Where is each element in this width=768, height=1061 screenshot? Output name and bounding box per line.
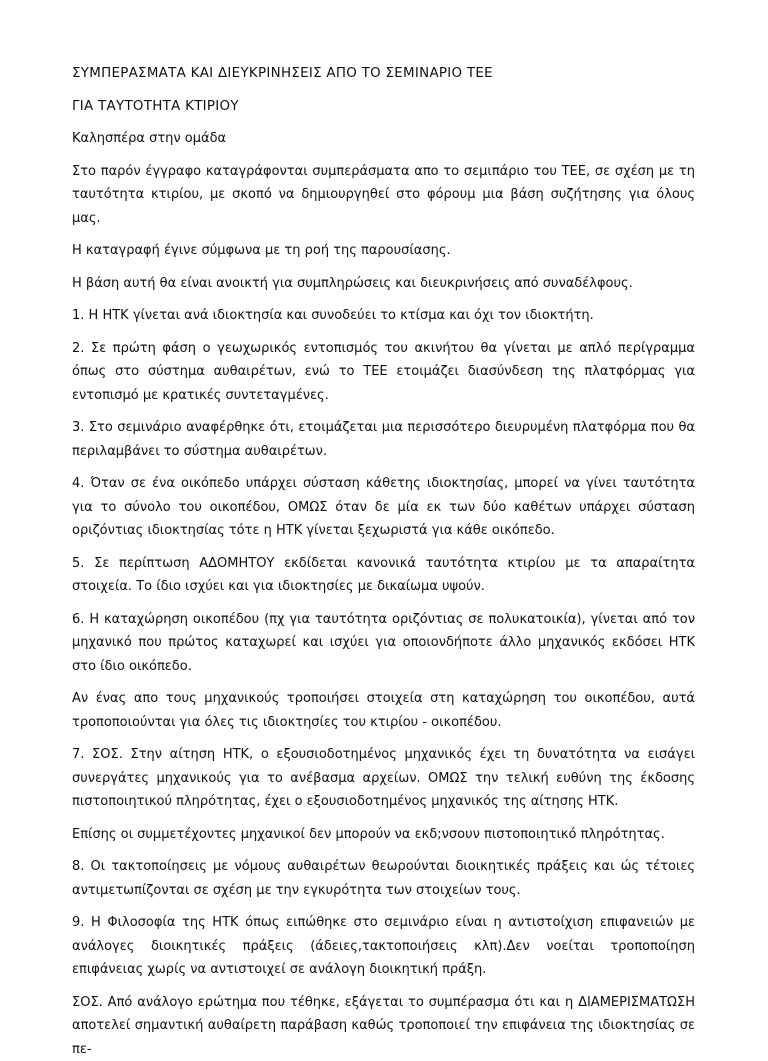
point-3-paragraph: 3. Στο σεμινάριο αναφέρθηκε ότι, ετοιμάζεται μια περισσότερο διευρυμένη πλατφόρμα που θα περιλαμβάνει το σύστημα αυθαιρέτων.: [72, 420, 695, 459]
point-5-paragraph: 5. Σε περίπτωση ΑΔΟΜΗΤΟΥ εκδίδεται κανονικά ταυτότητα κτιρίου με τα απαραίτητα στοιχεία. Το ίδιο ισχύει και για ιδιοκτησίες με δικαίωμα υψούν.: [72, 555, 695, 594]
point-7-followup-paragraph: Επίσης οι συμμετέχοντες μηχανικοί δεν μπορούν να εκδ;νσουν πιστοποιητικό πληρότητας.: [72, 826, 665, 842]
point-4-paragraph: 4. Όταν σε ένα οικόπεδο υπάρχει σύσταση κάθετης ιδιοκτησίας, μπορεί να γίνει ταυτότητα για το σύνολο του οικοπέδου, ΟΜΩΣ όταν δε μία εκ των δύο καθέτων υπάρχει σύσταση οριζόντιας ιδιοκτησίας τότε η ΗΤΚ γίνεται ξεχωριστά για κάθε οικόπεδο.: [72, 476, 695, 538]
point-8-paragraph: 8. Οι τακτοποίησεις με νόμους αυθαιρέτων θεωρούνται διοικητικές πράξεις και ώς τέτοιες αντιμετωπίζονται σε σχέση με την εγκυρότητα των στοιχείων τους.: [72, 859, 695, 898]
intro-paragraph: Στο παρόν έγγραφο καταγράφονται συμπεράσματα απο το σεμιπάριο του ΤΕΕ, σε σχέση με τη ταυτότητα κτιρίου, με σκοπό να δημιουργηθεί στο φόρουμ μια βάση συζήτησης για όλους μας.: [72, 163, 695, 226]
open-base-paragraph: Η βάση αυτή θα είναι ανοικτή για συμπληρώσεις και διευκρινήσεις από συναδέλφους.: [72, 275, 633, 291]
point-7-paragraph: 7. ΣΟΣ. Στην αίτηση ΗΤΚ, ο εξουσιοδοτημένος μηχανικός έχει τη δυνατότητα να εισάγει συνεργάτες μηχανικούς για το ανέβασμα αρχείων. ΟΜΩΣ την τελική ευθύνη της έκδοσης πιστοποιητικού πληρότητας, έχει ο εξουσιοδοτημένος μηχανικός της αίτησης ΗΤΚ.: [72, 747, 695, 809]
greeting-paragraph: Καλησπέρα στην ομάδα: [72, 131, 227, 146]
document-title-line-1: ΣΥΜΠΕΡΑΣΜΑΤΑ ΚΑΙ ΔΙΕΥΚΡΙΝΗΣΕΙΣ ΑΠΟ ΤΟ ΣΕΜΙΝΑΡΙΟ ΤΕΕ: [72, 66, 493, 81]
point-1-paragraph: 1. Η ΗΤΚ γίνεται ανά ιδιοκτησία και συνοδεύει το κτίσμα και όχι τον ιδιοκτήτη.: [72, 308, 594, 323]
point-2-paragraph: 2. Σε πρώτη φάση ο γεωχωρικός εντοπισμός του ακινήτου θα γίνεται με απλό περίγραμμα όπως στο σύστημα αυθαιρέτων, ενώ το ΤΕΕ ετοιμάζει διασύνδεση της πλατφόρμας για εντοπισμό με κρατικές συντεταγμένες.: [72, 340, 695, 403]
point-6-paragraph: 6. Η καταχώρηση οικοπέδου (πχ για ταυτότητα οριζόντιας σε πολυκατοικία), γίνεται από τον μηχανικό που πρώτος καταχωρεί και ισχύει για οποιονδήποτε άλλο μηχανικός εκδόσει ΗΤΚ στο ίδιο οικόπεδο.: [72, 611, 695, 674]
point-9-paragraph: 9. Η Φιλοσοφία της ΗΤΚ όπως ειπώθηκε στο σεμινάριο είναι η αντιστοίχιση επιφανειών με ανάλογες διοικητικές πράξεις (άδειες,τακτοποιήσεις κλπ).Δεν νοείται τροποποίηση επιφάνειας χωρίς να αντιστοιχεί σε ανάλογη διοικητική πράξη.: [72, 915, 695, 977]
sos-subdivision-paragraph: ΣΟΣ. Από ανάλογο ερώτημα που τέθηκε, εξάγεται το συμπέρασμα ότι και η ΔΙΑΜΕΡΙΣΜΑΤΩΣΗ αποτελεί σημαντική αυθαίρετη παράβαση καθώς τροποποιεί την επιφάνεια της ιδιοκτησίας σε πε-: [72, 994, 695, 1057]
recording-note-paragraph: Η καταγραφή έγινε σύμφωνα με τη ροή της παρουσίασης.: [72, 243, 451, 258]
point-6-followup-paragraph: Αν ένας απο τους μηχανικούς τροποιήσει στοιχεία στη καταχώρηση του οικοπέδου, αυτά τροποποιούνται για όλες τις ιδιοκτησίες του κτιρίου - οικοπέδου.: [72, 691, 695, 730]
document-page: [72, 62, 695, 1057]
document-title-line-2: ΓΙΑ ΤΑΥΤΟΤΗΤΑ ΚΤΙΡΙΟΥ: [72, 98, 239, 114]
